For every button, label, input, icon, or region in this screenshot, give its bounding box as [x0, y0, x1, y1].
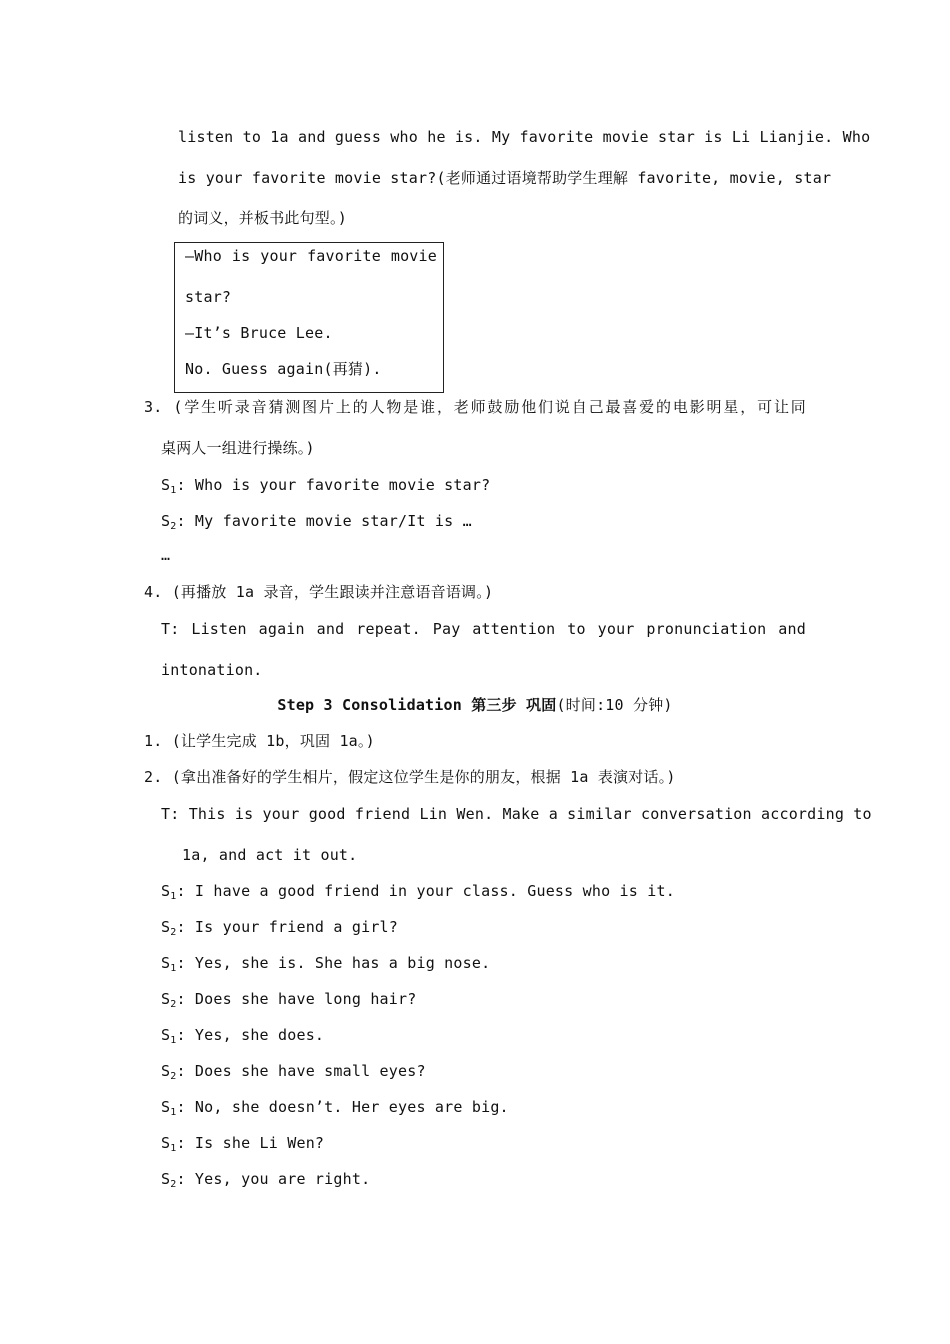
dialogue-line: [161, 881, 675, 901]
dialogue-line: [161, 1061, 426, 1081]
dialogue-line: [161, 917, 398, 937]
step-3-heading: [0, 695, 950, 715]
dialogue-text: : I have a good friend in your class. Guess who is it.: [176, 882, 675, 900]
consolidation-teacher-line: T: This is your good friend Lin Wen. Make a similar conversation according to: [161, 805, 872, 823]
dialogue-line: [161, 1097, 509, 1117]
speaker-label: S: [161, 1062, 171, 1080]
dialogue-line: [161, 1025, 324, 1045]
speaker-label: S: [161, 476, 171, 494]
speaker-label: S: [161, 990, 171, 1008]
speaker-label: S: [161, 882, 171, 900]
dialogue-line: [161, 1169, 370, 1189]
board-line-3: —It’s Bruce Lee.: [185, 324, 333, 342]
dialogue-line: [161, 989, 416, 1009]
speaker-number: 2: [170, 927, 177, 938]
dialogue-text: : My favorite movie star/It is …: [176, 512, 472, 530]
dialogue-line: [161, 1133, 324, 1153]
dialogue-line: [161, 475, 490, 495]
intro-line-1: listen to 1a and guess who he is. My favorite movie star is Li Lianjie. Who: [178, 128, 871, 146]
dialogue-text: : Does she have long hair?: [176, 990, 417, 1008]
step-3-heading-bold: Step 3 Consolidation 第三步 巩固: [277, 696, 557, 714]
board-line-1: —Who is your favorite movie: [185, 247, 437, 265]
speaker-number: 1: [170, 1143, 177, 1154]
item-3-line-2: 桌两人一组进行操练。): [161, 439, 315, 457]
dialogue-text: : Yes, she does.: [176, 1026, 325, 1044]
dialogue-text: : No, she doesn’t. Her eyes are big.: [176, 1098, 509, 1116]
item-3-line-1: 3. (学生听录音猜测图片上的人物是谁，老师鼓励他们说自己最喜爱的电影明星，可让同: [144, 398, 806, 416]
step-3-heading-time: (时间:10 分钟): [556, 696, 673, 714]
board-line-4: No. Guess again(再猜).: [185, 360, 382, 378]
dialogue-text: : Is your friend a girl?: [176, 918, 399, 936]
speaker-number: 1: [170, 1035, 177, 1046]
speaker-label: S: [161, 1098, 171, 1116]
speaker-label: S: [161, 954, 171, 972]
speaker-label: S: [161, 1170, 171, 1188]
item-4-teacher-line: T: Listen again and repeat. Pay attention to your pronunciation and: [161, 620, 806, 638]
speaker-number: 2: [170, 1071, 177, 1082]
dialogue-text: : Is she Li Wen?: [176, 1134, 325, 1152]
item-4-teacher-line-2: intonation.: [161, 661, 263, 679]
dialogue-text: : Who is your favorite movie star?: [176, 476, 491, 494]
speaker-number: 1: [170, 891, 177, 902]
speaker-label: S: [161, 1134, 171, 1152]
intro-line-2: is your favorite movie star?(老师通过语境帮助学生理解 favorite, movie, star: [178, 169, 832, 187]
ellipsis-line: …: [161, 546, 171, 564]
speaker-number: 2: [170, 999, 177, 1010]
consolidation-item-2: 2. (拿出准备好的学生相片，假定这位学生是你的朋友，根据 1a 表演对话。): [144, 768, 676, 786]
consolidation-item-1: 1. (让学生完成 1b，巩固 1a。): [144, 732, 375, 750]
dialogue-line: [161, 953, 490, 973]
speaker-number: 2: [170, 521, 177, 532]
dialogue-text: : Yes, she is. She has a big nose.: [176, 954, 491, 972]
speaker-label: S: [161, 918, 171, 936]
speaker-number: 1: [170, 1107, 177, 1118]
item-4-line-1: 4. (再播放 1a 录音，学生跟读并注意语音语调。): [144, 583, 494, 601]
speaker-number: 2: [170, 1179, 177, 1190]
board-line-2: star?: [185, 288, 232, 306]
speaker-label: S: [161, 1026, 171, 1044]
speaker-number: 1: [170, 963, 177, 974]
dialogue-line: [161, 511, 472, 531]
speaker-number: 1: [170, 485, 177, 496]
dialogue-text: : Does she have small eyes?: [176, 1062, 426, 1080]
dialogue-text: : Yes, you are right.: [176, 1170, 371, 1188]
intro-line-3: 的词义，并板书此句型。): [178, 209, 347, 227]
speaker-label: S: [161, 512, 171, 530]
consolidation-teacher-line-2: 1a, and act it out.: [182, 846, 358, 864]
